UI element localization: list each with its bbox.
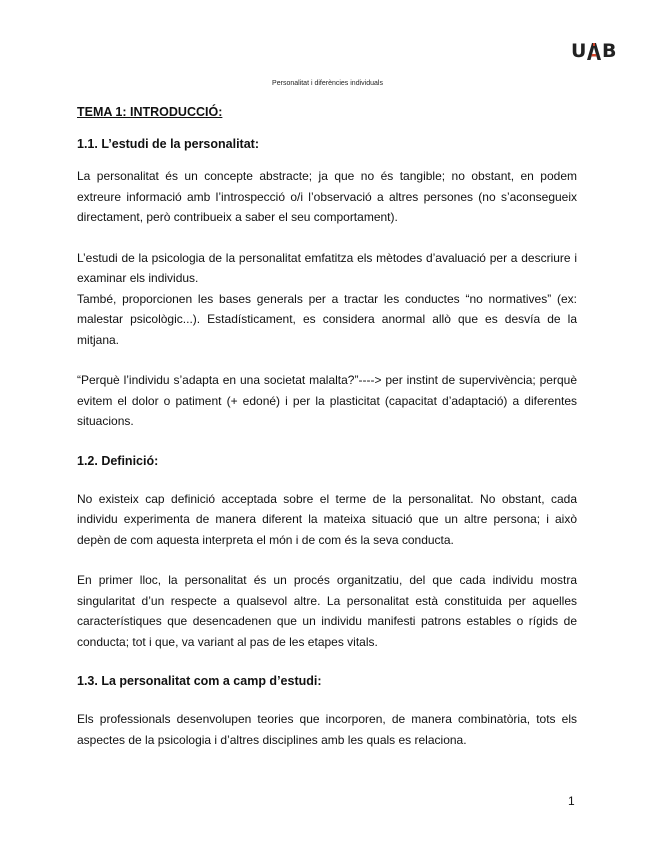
logo-a-mark-icon [587,43,601,60]
logo-letter-b: B [601,40,616,62]
section-2-title: 1.2. Definició: [77,453,159,468]
running-header: Personalitat i diferències individuals [272,80,383,87]
section-1-paragraph-2b: També, proporcionen les bases generals per a tractar les conductes “no normatives” (ex: malestar psicològic...). Estadísticament, es considera anormal allò que es desvía de la mitjana. [77,291,577,347]
section-1-title: 1.1. L’estudi de la personalitat: [77,137,259,151]
uab-logo [571,40,616,62]
section-2-paragraph-1: No existeix cap definició acceptada sobre el terme de la personalitat. No obstant, cada individu experimenta de manera diferent la mateixa situació que un altre persona; i això depèn de com aquesta interpreta el món i de com és la seva conducta. [77,491,577,547]
logo-letter-u: U [571,40,586,62]
section-2-paragraph-2: En primer lloc, la personalitat és un procés organitzatiu, del que cada individu mostra singularitat d’un respecte a qualsevol altre. La personalitat està constituida per aquelles característiques que desencadenen que un individu manifesti patrons estables o rígids de conducta; tot i que, va variant al pas de les etapes vitals. [77,573,577,649]
page-number: 1 [568,794,575,808]
document-body [77,100,577,750]
chapter-title: TEMA 1: INTRODUCCIÓ: [77,105,223,119]
section-3-title: 1.3. La personalitat com a camp d’estudi: [77,674,322,688]
section-3-paragraph-1: Els professionals desenvolupen teories que incorporen, de manera combinatòria, tots els aspectes de la psicologia i d’altres disciplines amb les quals es relaciona. [77,712,577,747]
section-1-paragraph-1: La personalitat és un concepte abstracte; ja que no és tangible; no obstant, en podem extreure informació amb l’introspecció o/i l’observació a altres persones (no s’aconsegueix directament, però contribueix a saber el seu comportament). [77,169,577,224]
section-1-paragraph-3: “Perquè l’individu s’adapta en una societat malalta?”----> per instint de supervivència; perquè evitem el dolor o patiment (+ edoné) i per la plasticitat (capacitat d’adaptació) a diferentes situacions. [77,373,577,428]
section-1-paragraph-2a: L’estudi de la psicologia de la personalitat emfatitza els mètodes d’avaluació per a descriure i examinar els individus. [77,250,577,285]
